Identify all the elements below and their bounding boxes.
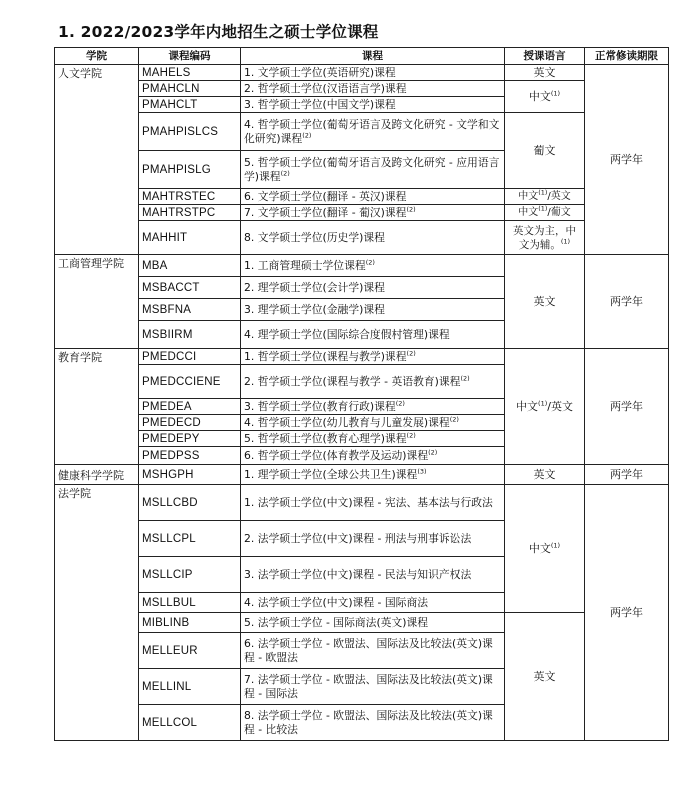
course-code: MSLLCPL: [139, 521, 241, 557]
course-name: 3. 哲学硕士学位(中国文学)课程: [241, 97, 505, 113]
table-row: [55, 349, 669, 365]
course-name: 3. 理学硕士学位(金融学)课程: [241, 299, 505, 321]
table-row: [55, 221, 669, 255]
course-code: PMAHPISLCS: [139, 113, 241, 151]
course-code: PMAHCLT: [139, 97, 241, 113]
table-row: [55, 189, 669, 205]
footnote-marker: (1): [560, 237, 571, 245]
footnote-marker: (2): [428, 447, 438, 456]
course-name: 5. 哲学硕士学位(葡萄牙语言及跨文化研究 - 应用语言学)课程$^{(2)}$: [241, 151, 505, 189]
course-name: 7. 文学硕士学位(翻译 - 葡汉)课程$^{(2)}$: [241, 205, 505, 221]
course-name: 8. 法学硕士学位 - 欧盟法、国际法及比较法(英文)课程 - 比较法: [241, 705, 505, 741]
table-header-row: [55, 48, 669, 65]
course-code: MSLLBUL: [139, 593, 241, 613]
footnote-marker: (2): [302, 130, 312, 139]
table-row: [55, 65, 669, 81]
footnote-marker: (1): [550, 540, 561, 549]
course-name: 1. 哲学硕士学位(课程与教学)课程$^{(2)}$: [241, 349, 505, 365]
programme-table: [54, 47, 669, 741]
footnote-marker: (2): [449, 414, 459, 423]
course-code: MSBFNA: [139, 299, 241, 321]
course-name: 8. 文学硕士学位(历史学)课程: [241, 221, 505, 255]
course-code: MAHELS: [139, 65, 241, 81]
header-faculty: 学院: [55, 48, 139, 65]
table-row: [55, 81, 669, 97]
duration-cell: 两学年: [585, 349, 669, 465]
course-name: 5. 法学硕士学位 - 国际商法(英文)课程: [241, 613, 505, 633]
course-name: 4. 理学硕士学位(国际综合度假村管理)课程: [241, 321, 505, 349]
course-code: PMEDCCIENE: [139, 365, 241, 399]
language-cell: 英文: [505, 65, 585, 81]
language-cell: 中文$^{(1)}$: [505, 485, 585, 613]
table-row: [55, 255, 669, 277]
duration-cell: 两学年: [585, 65, 669, 255]
footnote-marker: (1): [550, 88, 561, 97]
language-cell: 中文$^{(1)}$/葡文: [505, 205, 585, 221]
footnote-marker: (3): [417, 466, 427, 475]
footnote-marker: (2): [460, 373, 470, 382]
table-row: [55, 113, 669, 151]
table-row: [55, 205, 669, 221]
course-name: 4. 哲学硕士学位(葡萄牙语言及跨文化研究 - 文学和文化研究)课程$^{(2)}$: [241, 113, 505, 151]
language-cell: 英文: [505, 613, 585, 741]
course-name: 3. 法学硕士学位(中文)课程 - 民法与知识产权法: [241, 557, 505, 593]
course-code: MSBIIRM: [139, 321, 241, 349]
course-code: PMEDECD: [139, 415, 241, 431]
course-name: 2. 法学硕士学位(中文)课程 - 刑法与刑事诉讼法: [241, 521, 505, 557]
section-title: 1. 2022/2023学年内地招生之硕士学位课程: [58, 23, 379, 41]
course-code: PMEDEA: [139, 399, 241, 415]
duration-cell: 两学年: [585, 465, 669, 485]
course-name: 1. 法学硕士学位(中文)课程 - 宪法、基本法与行政法: [241, 485, 505, 521]
duration-cell: 两学年: [585, 485, 669, 741]
header-language: 授课语言: [505, 48, 585, 65]
table-row: [55, 485, 669, 521]
course-name: 6. 文学硕士学位(翻译 - 英汉)课程: [241, 189, 505, 205]
course-name: 5. 哲学硕士学位(教育心理学)课程$^{(2)}$: [241, 431, 505, 447]
language-cell: 中文$^{(1)}$: [505, 81, 585, 113]
table-row: [55, 613, 669, 633]
language-cell: 英文为主，中文为辅。$^{(1)}$: [505, 221, 585, 255]
course-code: PMAHPISLG: [139, 151, 241, 189]
course-code: MSLLCIP: [139, 557, 241, 593]
duration-cell: 两学年: [585, 255, 669, 349]
course-code: PMEDCCI: [139, 349, 241, 365]
course-name: 4. 法学硕士学位(中文)课程 - 国际商法: [241, 593, 505, 613]
course-code: MIBLINB: [139, 613, 241, 633]
footnote-marker: (2): [406, 430, 416, 439]
course-code: MELLCOL: [139, 705, 241, 741]
header-duration: 正常修读期限: [585, 48, 669, 65]
faculty-name: 法学院: [55, 485, 139, 741]
course-code: PMEDPSS: [139, 447, 241, 465]
course-code: MELLEUR: [139, 633, 241, 669]
faculty-name: 工商管理学院: [55, 255, 139, 349]
table-row: [55, 465, 669, 485]
course-code: MBA: [139, 255, 241, 277]
course-name: 6. 法学硕士学位 - 欧盟法、国际法及比较法(英文)课程 - 欧盟法: [241, 633, 505, 669]
footnote-marker: (1): [538, 204, 548, 213]
footnote-marker: (2): [406, 204, 416, 213]
faculty-name: 健康科学学院: [55, 465, 139, 485]
footnote-marker: (2): [280, 168, 290, 177]
course-code: PMEDEPY: [139, 431, 241, 447]
course-code: MSBACCT: [139, 277, 241, 299]
header-code: 课程编码: [139, 48, 241, 65]
course-code: MSHGPH: [139, 465, 241, 485]
course-code: PMAHCLN: [139, 81, 241, 97]
faculty-name: 人文学院: [55, 65, 139, 255]
footnote-marker: (1): [538, 188, 548, 197]
language-cell: 英文: [505, 465, 585, 485]
course-name: 3. 哲学硕士学位(教育行政)课程$^{(2)}$: [241, 399, 505, 415]
course-code: MAHTRSTPC: [139, 205, 241, 221]
course-code: MAHTRSTEC: [139, 189, 241, 205]
course-name: 4. 哲学硕士学位(幼儿教育与儿童发展)课程$^{(2)}$: [241, 415, 505, 431]
footnote-marker: (2): [365, 257, 375, 266]
language-cell: 中文$^{(1)}$/英文: [505, 349, 585, 465]
course-name: 2. 理学硕士学位(会计学)课程: [241, 277, 505, 299]
language-cell: 葡文: [505, 113, 585, 189]
course-name: 1. 工商管理硕士学位课程$^{(2)}$: [241, 255, 505, 277]
course-name: 6. 哲学硕士学位(体育教学及运动)课程$^{(2)}$: [241, 447, 505, 465]
course-name: 2. 哲学硕士学位(汉语语言学)课程: [241, 81, 505, 97]
language-cell: 英文: [505, 255, 585, 349]
course-name: 7. 法学硕士学位 - 欧盟法、国际法及比较法(英文)课程 - 国际法: [241, 669, 505, 705]
course-code: MAHHIT: [139, 221, 241, 255]
footnote-marker: (2): [406, 348, 416, 357]
footnote-marker: (2): [395, 398, 405, 407]
course-name: 1. 理学硕士学位(全球公共卫生)课程$^{(3)}$: [241, 465, 505, 485]
course-code: MELLINL: [139, 669, 241, 705]
faculty-name: 教育学院: [55, 349, 139, 465]
course-name: 2. 哲学硕士学位(课程与教学 - 英语教育)课程$^{(2)}$: [241, 365, 505, 399]
footnote-marker: (1): [538, 398, 548, 407]
course-name: 1. 文学硕士学位(英语研究)课程: [241, 65, 505, 81]
language-cell: 中文$^{(1)}$/英文: [505, 189, 585, 205]
header-course: 课程: [241, 48, 505, 65]
course-code: MSLLCBD: [139, 485, 241, 521]
